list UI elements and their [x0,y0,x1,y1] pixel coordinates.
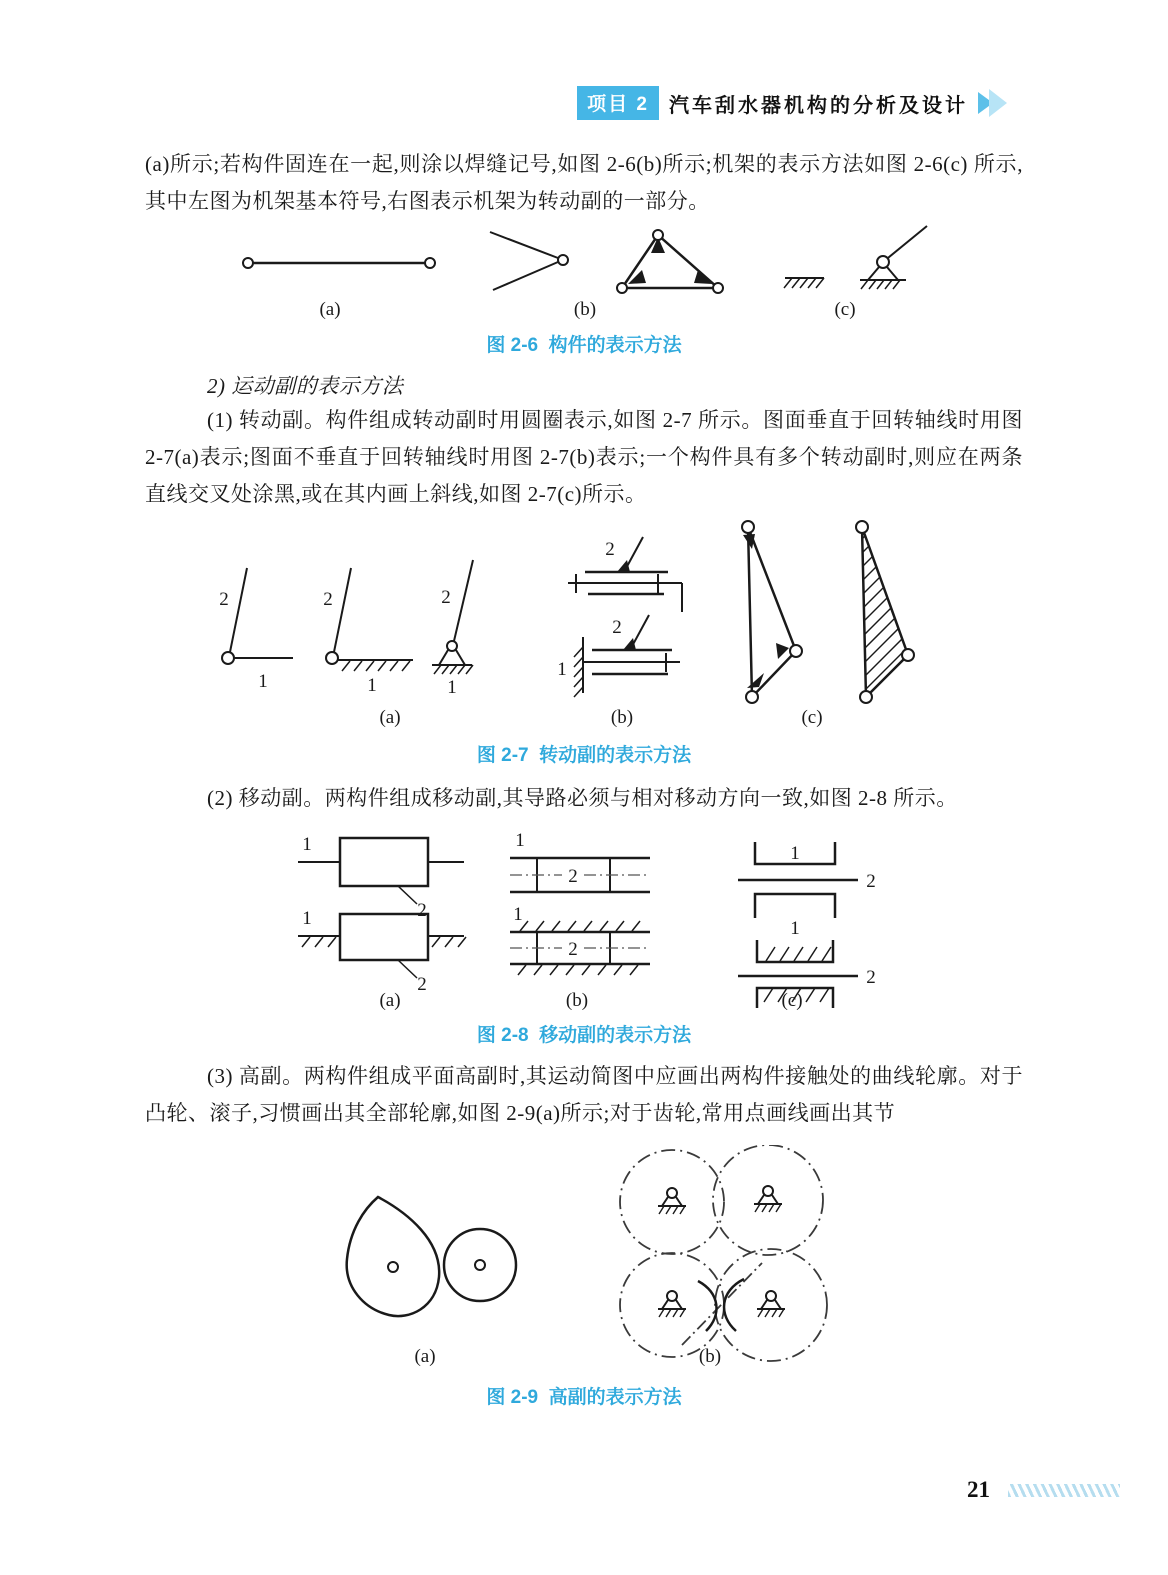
fig27-link2-label: 2 [441,587,451,608]
figure-2-8-diagram [280,830,900,1010]
footer-stripes-decoration [1008,1484,1120,1497]
fig28-link1-label: 1 [515,830,525,851]
chapter-title: 汽车刮水器机构的分析及设计 [669,94,968,117]
fig28-link2-label: 2 [568,939,578,960]
paragraph-higher-pair: (3) 高副。两构件组成平面高副时,其运动简图中应画出两构件接触处的曲线轮廓。对于凸轮、滚子,习惯画出其全部轮廓,如图 2-9(a)所示;对于齿轮,常用点画线画出其节 [145,1064,1023,1125]
page-footer [967,1477,1120,1503]
fig26-label-c: (c) [834,299,856,320]
fig28-link1-label: 1 [302,908,312,929]
fig27-link2-label: 2 [323,589,333,610]
fig28-link1-label: 1 [302,834,312,855]
fig27-link1-label: 1 [557,659,567,680]
figure-2-6-diagram [200,222,960,322]
fig27-label-c: (c) [801,707,823,728]
figure-2-6-caption: 图 2-6 构件的表示方法 [486,335,682,356]
fig28-link2-label: 2 [866,871,876,892]
chapter-badge: 项目 2 [577,86,659,120]
heading-kinematic-pairs: 2) 运动副的表示方法 [207,374,404,398]
fig28-link1-label: 1 [513,904,523,925]
fig28-link2-label: 2 [417,900,427,921]
page-number: 21 [967,1477,990,1502]
fig28-link2-label: 2 [866,967,876,988]
figure-2-7-caption: 图 2-7 转动副的表示方法 [476,745,692,766]
chapter-arrow-icon [978,89,1008,117]
fig28-label-a: (a) [379,990,401,1010]
fig28-link2-label: 2 [568,866,578,887]
paragraph-prismatic-pair: (2) 移动副。两构件组成移动副,其导路必须与相对移动方向一致,如图 2-8 所示。 [207,786,958,810]
fig29-label-b: (b) [698,1346,722,1367]
fig28-link2-label: 2 [417,974,427,995]
fig27-label-a: (a) [379,707,401,728]
fig27-link2-label: 2 [605,539,615,560]
fig27-link1-label: 1 [447,677,457,698]
figure-2-8-caption: 图 2-8 移动副的表示方法 [476,1025,692,1046]
fig29-label-a: (a) [414,1346,436,1367]
figure-2-9-caption: 图 2-9 高副的表示方法 [486,1387,682,1408]
paragraph-frame-symbols: (a)所示;若构件固连在一起,则涂以焊缝记号,如图 2-6(b)所示;机架的表示方法如图 2-6(c) 所示,其中左图为机架基本符号,右图表示机架为转动副的一部分。 [145,152,1023,213]
fig27-link2-label: 2 [219,589,229,610]
fig28-label-b: (b) [565,990,589,1010]
fig27-link1-label: 1 [367,675,377,696]
fig27-link1-label: 1 [258,671,268,692]
fig26-label-b: (b) [573,299,597,320]
fig28-label-c: (c) [781,990,803,1010]
fig26-label-a: (a) [319,299,341,320]
fig27-link2-label: 2 [612,617,622,638]
fig27-label-b: (b) [610,707,634,728]
fig28-link1-label: 1 [790,918,800,939]
figure-2-7-diagram [180,515,980,735]
paragraph-revolute-pair: (1) 转动副。构件组成转动副时用圆圈表示,如图 2-7 所示。图面垂直于回转轴线时用图 2-7(a)表示;图面不垂直于回转轴线时用图 2-7(b)表示;一个构件具有多个转动副时,则应在两条直线交叉处涂黑,或在其内画上斜线,如图 2-7(c)所示。 [145,408,1023,506]
page-header [577,86,1008,120]
figure-2-9-diagram [320,1145,920,1370]
fig28-link1-label: 1 [790,843,800,864]
